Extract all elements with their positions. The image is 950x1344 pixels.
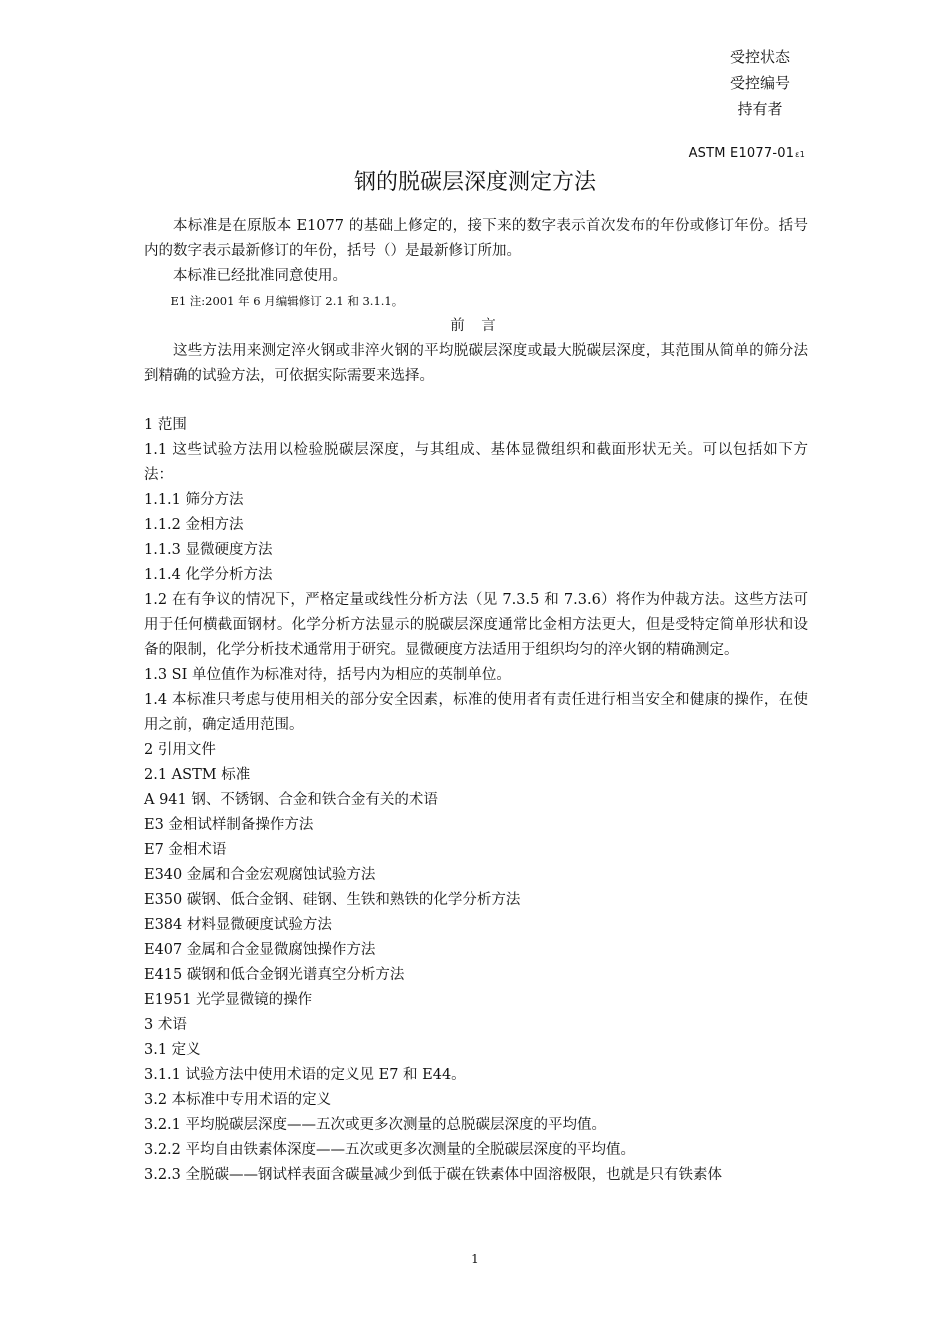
clause-3-1-1: 3.1.1 试验方法中使用术语的定义见 E7 和 E44。 [144, 1067, 466, 1083]
control-status-label: 受控状态 [729, 48, 790, 66]
reference-e340: E340 金属和合金宏观腐蚀试验方法 [144, 867, 376, 883]
foreword-heading: 前 言 [450, 318, 502, 334]
approval-paragraph: 本标准已经批准同意使用。 [173, 268, 347, 284]
section-heading-scope: 1 范围 [144, 417, 187, 433]
clause-1-1: 1.1 这些试验方法用以检验脱碳层深度，与其组成、基体显微组织和截面形状无关。可以包括如下方法： [144, 442, 808, 483]
section-heading-terminology: 3 术语 [144, 1017, 187, 1033]
reference-a941: A 941 钢、不锈钢、合金和铁合金有关的术语 [144, 792, 438, 808]
control-number-label: 受控编号 [729, 74, 790, 92]
reference-e1951: E1951 光学显微镜的操作 [144, 992, 313, 1008]
standard-designation [600, 144, 805, 165]
clause-3-2-3: 3.2.3 全脱碳——钢试样表面含碳量减少到低于碳在铁素体中固溶极限，也就是只有铁素体 [144, 1167, 723, 1183]
intro-section [144, 214, 808, 389]
document-control-block [700, 44, 820, 122]
clause-1-4: 1.4 本标准只考虑与使用相关的部分安全因素，标准的使用者有责任进行相当安全和健康的操作，在使用之前，确定适用范围。 [144, 692, 808, 733]
clause-1-1-1: 1.1.1 筛分方法 [144, 492, 244, 508]
clause-2-1: 2.1 ASTM 标准 [144, 767, 251, 783]
clause-1-1-4: 1.1.4 化学分析方法 [144, 567, 273, 583]
clause-3-2: 3.2 本标准中专用术语的定义 [144, 1092, 332, 1108]
clause-1-2: 1.2 在有争议的情况下，严格定量或线性分析方法（见 7.3.5 和 7.3.6）将作为仲裁方法。这些方法可用于任何横截面钢材。化学分析方法显示的脱碳层深度通常比金相方法更大，但是受特定简单形状和设备的限制，化学分析技术通常用于研究。显微硬度方法适用于组织均匀的淬火钢的精确测定。 [144, 592, 808, 658]
clause-3-2-1: 3.2.1 平均脱碳层深度——五次或更多次测量的总脱碳层深度的平均值。 [144, 1117, 607, 1133]
reference-e407: E407 金属和合金显微腐蚀操作方法 [144, 942, 376, 958]
editorial-note: E1 注:2001 年 6 月编辑修订 2.1 和 3.1.1。 [170, 294, 404, 308]
document-title: 钢的脱碳层深度测定方法 [353, 170, 596, 195]
clause-1-1-2: 1.1.2 金相方法 [144, 517, 244, 533]
standard-code-suffix: ε1 [795, 150, 805, 159]
reference-e415: E415 碳钢和低合金钢光谱真空分析方法 [144, 967, 405, 983]
intro-paragraph: 本标准是在原版本 E1077 的基础上修定的，接下来的数字表示首次发布的年份或修订年份。括号内的数字表示最新修订的年份，括号（）是最新修订所加。 [144, 218, 808, 259]
clause-3-2-2: 3.2.2 平均自由铁素体深度——五次或更多次测量的全脱碳层深度的平均值。 [144, 1142, 636, 1158]
holder-label: 持有者 [737, 100, 783, 118]
standard-code: ASTM E1077-01 [688, 146, 795, 161]
section-heading-references: 2 引用文件 [144, 742, 216, 758]
document-body [144, 413, 808, 1188]
reference-e7: E7 金相术语 [144, 842, 227, 858]
clause-1-3: 1.3 SI 单位值作为标准对待，括号内为相应的英制单位。 [144, 667, 511, 683]
reference-e3: E3 金相试样制备操作方法 [144, 817, 314, 833]
clause-3-1: 3.1 定义 [144, 1042, 201, 1058]
clause-1-1-3: 1.1.3 显微硬度方法 [144, 542, 273, 558]
foreword-paragraph: 这些方法用来测定淬火钢或非淬火钢的平均脱碳层深度或最大脱碳层深度，其范围从简单的筛分法到精确的试验方法，可依据实际需要来选择。 [144, 343, 808, 384]
reference-e350: E350 碳钢、低合金钢、硅钢、生铁和熟铁的化学分析方法 [144, 892, 521, 908]
page-number: 1 [471, 1252, 479, 1266]
reference-e384: E384 材料显微硬度试验方法 [144, 917, 332, 933]
